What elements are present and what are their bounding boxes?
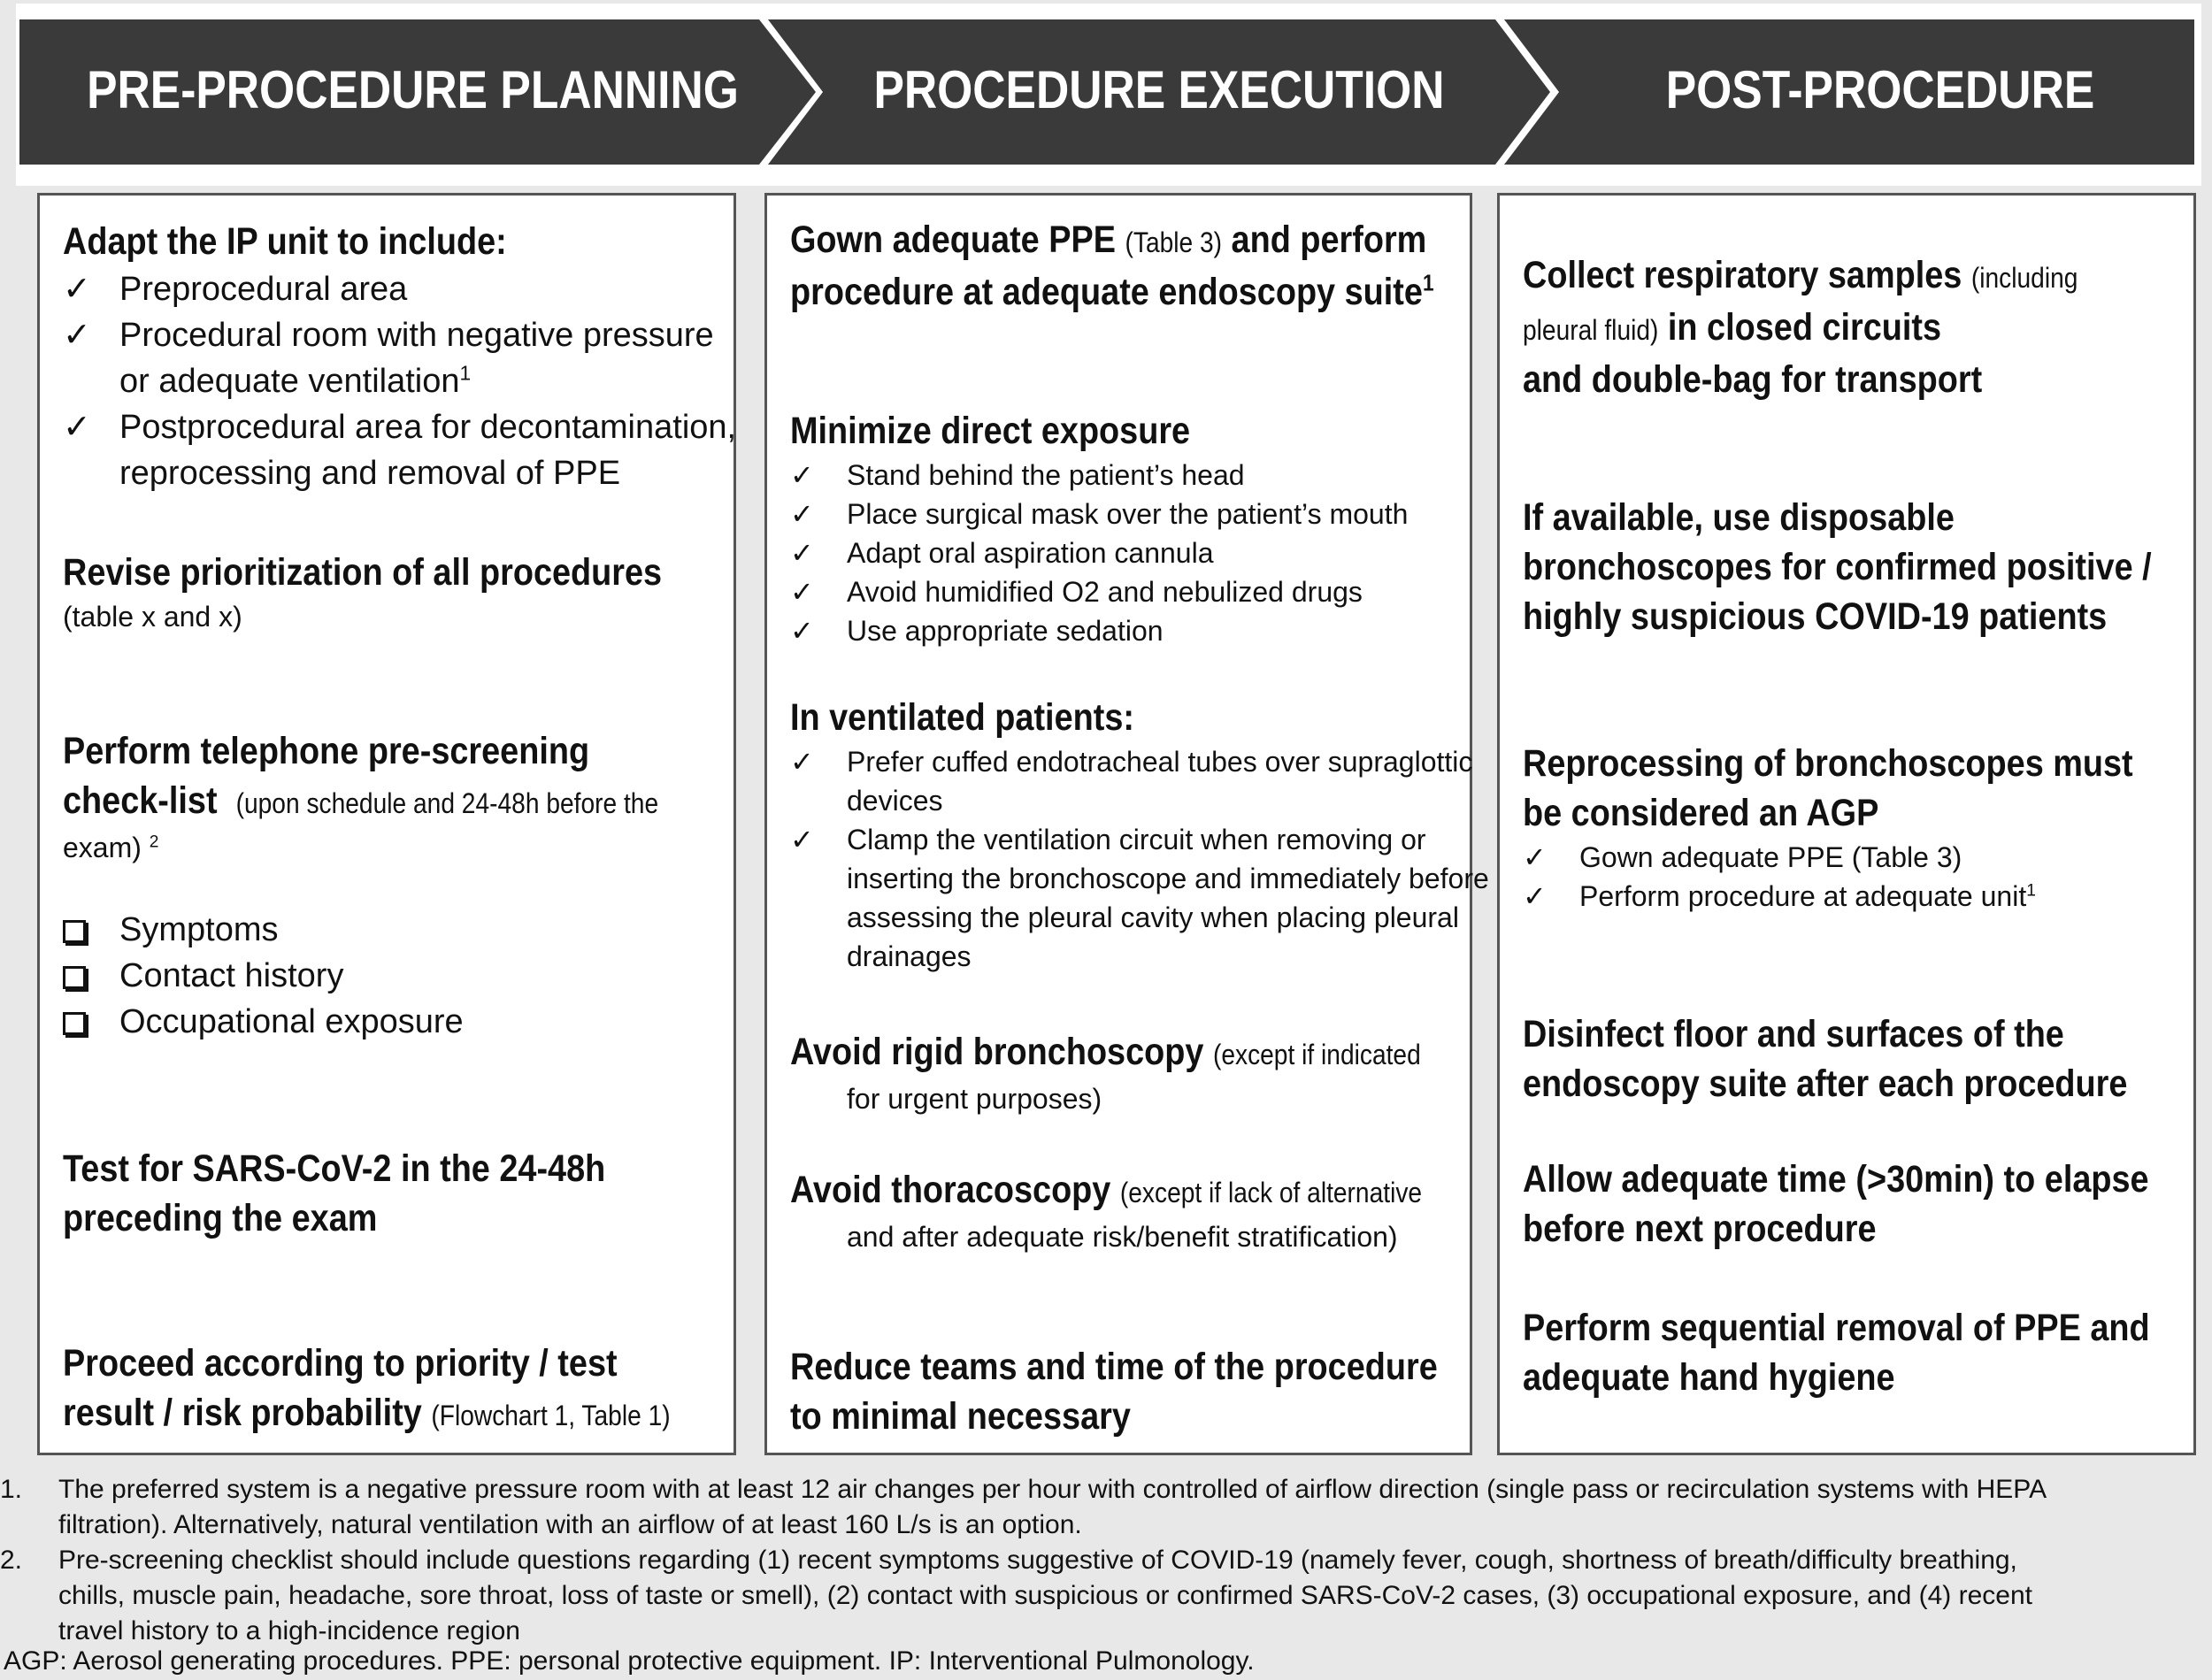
check-icon: ✓ (790, 498, 814, 530)
list-item (790, 533, 1470, 572)
footnote-1 (0, 1472, 2212, 1543)
ventilated-block (790, 693, 1489, 976)
column-procedure-execution (764, 193, 1489, 1455)
abbreviations-text: AGP: Aerosol generating procedures. PPE: personal protective equipment. IP: Interventional Pulmonology. (4, 1646, 1255, 1676)
check-icon: ✓ (1523, 880, 1547, 912)
check-icon: ✓ (63, 271, 91, 308)
gown-title-b: and perform (1231, 219, 1427, 261)
rigid-note: (except if indicated (1212, 1039, 1421, 1070)
check-icon: ✓ (790, 615, 814, 647)
gown-title-2: procedure at adequate endoscopy suite (790, 271, 1423, 313)
collect-note: (including (1970, 262, 2078, 294)
footnote-text: filtration). Alternatively, natural ventilation with an airflow of at least 160 L/s is an option. (58, 1510, 1082, 1539)
phone-title-2: check-list (63, 779, 218, 822)
footnote-ref: 2 (149, 832, 159, 852)
gown-note: (Table 3) (1125, 226, 1223, 258)
rigid-block (790, 1027, 1470, 1118)
checkbox-icon (63, 1012, 86, 1035)
footnote-ref: 1 (459, 361, 472, 385)
adapt-list (63, 266, 737, 496)
reprocessing-title: Reprocessing of bronchoscopes must (1523, 742, 2133, 785)
footnote-text: Pre-screening checklist should include questions regarding (1) recent symptoms suggestive of COVID-19 (namely fever, cough, shortness of breath/difficulty breathing, (58, 1546, 2017, 1575)
phone-block (63, 726, 733, 867)
list-item (63, 312, 733, 404)
collect-title-2: in closed circuits (1667, 306, 1942, 349)
disinfect-title: Disinfect floor and surfaces of the (1523, 1013, 2064, 1055)
test-title-2: preceding the exam (63, 1197, 378, 1239)
disinfect-block (1523, 1009, 2193, 1108)
column-pre-procedure (37, 193, 736, 1455)
column-post-procedure (1497, 193, 2196, 1455)
item-text: Occupational exposure (119, 1003, 464, 1040)
check-icon: ✓ (1523, 841, 1547, 873)
revise-block (63, 548, 733, 636)
reduce-title-2: to minimal necessary (790, 1395, 1131, 1438)
disposable-block (1523, 493, 2193, 641)
disinfect-title-2: endoscopy suite after each procedure (1523, 1062, 2128, 1105)
test-block (63, 1144, 733, 1243)
check-icon: ✓ (790, 576, 814, 608)
collect-block (1523, 250, 2193, 404)
rigid-title: Avoid rigid bronchoscopy (790, 1031, 1204, 1073)
check-icon: ✓ (790, 459, 814, 491)
item-text: devices (847, 785, 943, 817)
item-text: Prefer cuffed endotracheal tubes over supraglottic (847, 746, 1473, 778)
item-text: inserting the bronchoscope and immediately before (847, 863, 1489, 894)
item-text: drainages (847, 940, 972, 972)
allow-time-block (1523, 1155, 2193, 1254)
disposable-title-2: bronchoscopes for confirmed positive / (1523, 546, 2152, 588)
item-text: Avoid humidified O2 and nebulized drugs (847, 576, 1363, 608)
stage-label-exec: PROCEDURE EXECUTION (873, 60, 1445, 119)
item-text: reprocessing and removal of PPE (119, 455, 621, 492)
thoracoscopy-block (790, 1165, 1470, 1256)
test-title: Test for SARS-CoV-2 in the 24-48h (63, 1147, 606, 1190)
item-text: Contact history (119, 957, 344, 994)
footnote-2 (0, 1543, 2212, 1649)
item-text: Adapt oral aspiration cannula (847, 537, 1214, 569)
list-item (63, 953, 733, 999)
footnote-text: chills, muscle pain, headache, sore throat, loss of taste or smell), (2) contact with suspicious or confirmed SARS-CoV-2 cases, (3) occupational exposure, and (4) recent (58, 1581, 2033, 1610)
adapt-block (63, 217, 737, 496)
ventilated-title: In ventilated patients: (790, 696, 1134, 739)
allow-time-title-2: before next procedure (1523, 1208, 1877, 1250)
minimize-block (790, 406, 1470, 650)
revise-title: Revise prioritization of all procedures (63, 551, 663, 594)
list-item (63, 907, 733, 953)
item-text: Gown adequate PPE (Table 3) (1579, 841, 1962, 873)
phone-note: (upon schedule and 24-48h before the (235, 787, 659, 819)
list-item (63, 999, 733, 1045)
screen-checklist (63, 907, 733, 1045)
item-text: Symptoms (119, 911, 279, 948)
item-text: Preprocedural area (119, 271, 408, 308)
proceed-title-2: result / risk probability (63, 1392, 422, 1434)
collect-title-3: and double-bag for transport (1523, 358, 1983, 401)
removal-title-2: adequate hand hygiene (1523, 1356, 1895, 1399)
check-icon: ✓ (790, 746, 814, 778)
item-text: Stand behind the patient’s head (847, 459, 1245, 491)
adapt-title: Adapt the IP unit to include: (63, 220, 507, 263)
reprocessing-title-2: be considered an AGP (1523, 792, 1879, 834)
item-text: Clamp the ventilation circuit when removing or (847, 824, 1426, 855)
abbreviations (0, 1644, 2212, 1679)
list-item (790, 456, 1470, 495)
allow-time-title: Allow adequate time (>30min) to elapse (1523, 1158, 2149, 1201)
stage-label-pre: PRE-PROCEDURE PLANNING (87, 60, 739, 119)
reduce-block (790, 1342, 1470, 1441)
item-text: assessing the pleural cavity when placing pleural (847, 901, 1459, 933)
item-text: Procedural room with negative pressure (119, 317, 714, 354)
disposable-title: If available, use disposable (1523, 496, 1955, 539)
reduce-title: Reduce teams and time of the procedure (790, 1346, 1438, 1388)
item-text: Postprocedural area for decontamination, (119, 409, 737, 446)
disposable-title-3: highly suspicious COVID-19 patients (1523, 595, 2108, 638)
stage-label-post: POST-PROCEDURE (1665, 60, 2095, 119)
list-item (1523, 838, 2193, 877)
phone-note-2: exam) (63, 832, 142, 863)
list-item (790, 495, 1470, 533)
collect-title: Collect respiratory samples (1523, 254, 1962, 296)
footnote-number: 1. (0, 1475, 23, 1504)
list-item (790, 820, 1489, 976)
list-item (1523, 877, 2193, 916)
item-text: Use appropriate sedation (847, 615, 1164, 647)
proceed-note: (Flowchart 1, Table 1) (431, 1400, 671, 1431)
gown-title: Gown adequate PPE (790, 219, 1116, 261)
rigid-note-2: for urgent purposes) (847, 1083, 1102, 1115)
removal-block (1523, 1303, 2193, 1402)
minimize-title: Minimize direct exposure (790, 410, 1191, 452)
list-item (790, 742, 1473, 820)
footnote-number: 2. (0, 1546, 23, 1575)
thoracoscopy-note-2: and after adequate risk/benefit stratification) (847, 1221, 1398, 1253)
check-icon: ✓ (790, 537, 814, 569)
gown-block (790, 215, 1470, 317)
collect-note-2: pleural fluid) (1523, 314, 1659, 346)
check-icon: ✓ (63, 409, 91, 446)
checkbox-icon (63, 966, 86, 989)
item-text: or adequate ventilation (119, 363, 460, 400)
footnote-ref: 1 (1422, 271, 1434, 296)
list-item (790, 572, 1470, 611)
thoracoscopy-title: Avoid thoracoscopy (790, 1169, 1111, 1211)
item-text: Perform procedure at adequate unit (1579, 880, 2027, 912)
check-icon: ✓ (790, 824, 814, 855)
list-item (63, 404, 737, 496)
thoracoscopy-note: (except if lack of alternative (1119, 1177, 1423, 1208)
revise-note: (table x and x) (63, 601, 242, 633)
list-item (790, 611, 1470, 650)
proceed-title: Proceed according to priority / test (63, 1342, 618, 1385)
footnote-text: The preferred system is a negative pressure room with at least 12 air changes per hour with controlled of airflow direction (single pass or recirculation systems with HEPA (58, 1475, 2047, 1504)
footnote-ref: 1 (2026, 881, 2036, 901)
phone-title: Perform telephone pre-screening (63, 730, 590, 772)
proceed-block (63, 1339, 733, 1440)
checkbox-icon (63, 920, 86, 943)
item-text: Place surgical mask over the patient’s mouth (847, 498, 1409, 530)
reprocessing-block (1523, 739, 2193, 916)
check-icon: ✓ (63, 317, 91, 354)
list-item (63, 266, 733, 312)
footnote-text: travel history to a high-incidence region (58, 1616, 520, 1645)
removal-title: Perform sequential removal of PPE and (1523, 1307, 2150, 1349)
